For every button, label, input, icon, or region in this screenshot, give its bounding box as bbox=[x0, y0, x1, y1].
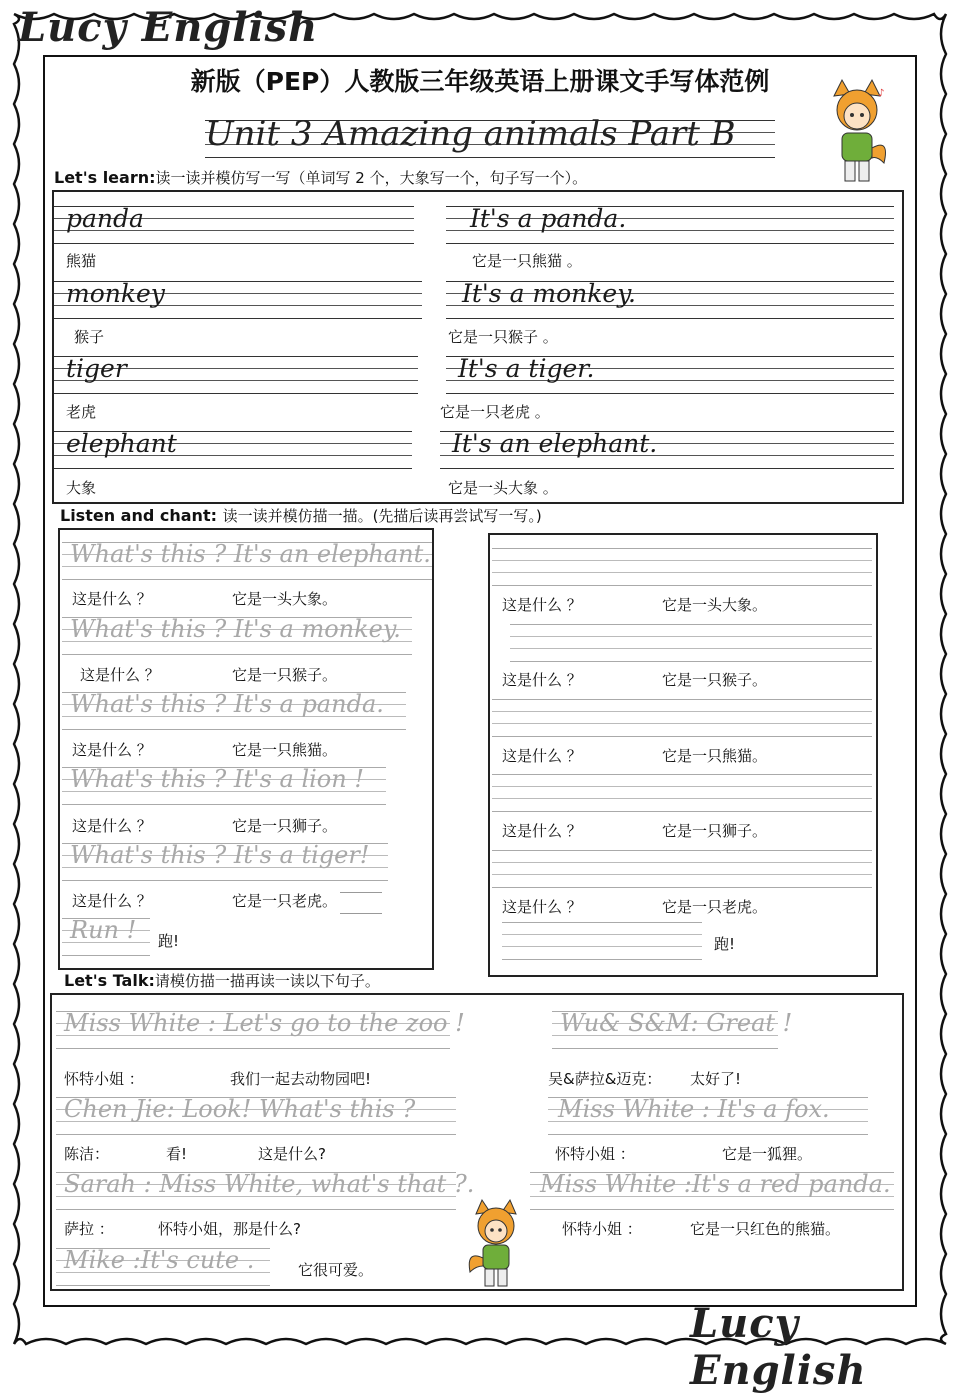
trace-text: What's this ? It's a panda. bbox=[70, 690, 384, 718]
question-cn: 这是什么 ？ bbox=[502, 822, 582, 840]
question-cn: 这是什么 ？ bbox=[72, 817, 152, 835]
trace-text: Sarah : Miss White, what's that ?. bbox=[64, 1170, 475, 1198]
answer-cn: 它是一只熊猫。 bbox=[662, 747, 768, 765]
practice-lines[interactable] bbox=[492, 548, 872, 586]
answer-cn: 它是一头大象。 bbox=[662, 596, 768, 614]
question-cn: 这是什么 ？ bbox=[72, 892, 152, 910]
line-cn: 我们一起去动物园吧! bbox=[230, 1070, 372, 1088]
question-cn: 这是什么 ？ bbox=[502, 671, 582, 689]
practice-lines[interactable] bbox=[492, 699, 872, 737]
line-cn-2: 这是什么? bbox=[258, 1145, 326, 1163]
speaker-cn: 怀特小姐 ： bbox=[555, 1145, 635, 1163]
question-cn: 这是什么 ？ bbox=[80, 666, 160, 684]
fox-boy-mascot-icon bbox=[822, 78, 892, 188]
sentence-text: It's a tiger. bbox=[458, 354, 595, 383]
speaker-cn: 吴&萨拉&迈克： bbox=[548, 1070, 662, 1088]
unit-title: Unit 3 Amazing animals Part B bbox=[205, 114, 736, 154]
answer-cn: 它是一只狮子。 bbox=[662, 822, 768, 840]
sentence-cn: 它是一只熊猫 。 bbox=[472, 252, 582, 270]
trace-text: Miss White :It's a red panda. bbox=[540, 1170, 891, 1198]
answer-cn: 它是一只熊猫。 bbox=[232, 741, 338, 759]
brand-logo-bottom: Lucy English bbox=[690, 1300, 867, 1394]
word-cn: 大象 bbox=[66, 479, 97, 497]
trace-text: What's this ? It's a monkey. bbox=[70, 615, 401, 643]
answer-cn: 它是一只猴子。 bbox=[232, 666, 338, 684]
sentence-text: It's an elephant. bbox=[452, 429, 658, 458]
speaker-cn: 怀特小姐 ： bbox=[562, 1220, 642, 1238]
run-cn: 跑! bbox=[714, 935, 736, 953]
sentence-cn: 它是一只猴子 。 bbox=[448, 328, 558, 346]
line-cn: 它是一只红色的熊猫。 bbox=[690, 1220, 841, 1238]
answer-cn: 它是一只狮子。 bbox=[232, 817, 338, 835]
sentence-text: It's a panda. bbox=[470, 204, 627, 233]
question-cn: 这是什么 ？ bbox=[502, 596, 582, 614]
question-cn: 这是什么 ？ bbox=[502, 898, 582, 916]
run-cn: 跑! bbox=[158, 932, 180, 950]
lets-learn-instruction: 读一读并模仿写一写（单词写 2 个，大象写一个，句子写一个）。 bbox=[155, 169, 588, 187]
trace-text: Mike :It's cute . bbox=[64, 1246, 255, 1274]
trace-text: Miss White : It's a fox. bbox=[558, 1095, 830, 1123]
trace-text: Run ! bbox=[70, 916, 137, 944]
trace-text: Miss White : Let's go to the zoo ! bbox=[64, 1009, 465, 1037]
speaker-cn: 怀特小姐 ： bbox=[64, 1070, 144, 1088]
word-cn: 老虎 bbox=[66, 403, 97, 421]
listen-chant-label: Listen and chant: bbox=[60, 506, 217, 525]
sentence-cn: 它是一只老虎 。 bbox=[440, 403, 550, 421]
speaker-cn: 陈洁： bbox=[64, 1145, 110, 1163]
sentence-cn: 它是一头大象 。 bbox=[448, 479, 558, 497]
trace-text: Wu& S&M: Great ! bbox=[560, 1009, 793, 1037]
fox-boy-mascot-icon bbox=[464, 1198, 528, 1290]
word-cn: 熊猫 bbox=[66, 252, 97, 270]
practice-lines[interactable] bbox=[492, 774, 872, 812]
lets-talk-label: Let's Talk: bbox=[64, 971, 155, 990]
word-text: tiger bbox=[66, 354, 127, 383]
word-cn: 猴子 bbox=[74, 328, 105, 346]
trace-text: What's this ? It's a lion ! bbox=[70, 765, 364, 793]
answer-cn: 它是一只老虎。 bbox=[232, 892, 338, 910]
lets-learn-label: Let's learn: bbox=[54, 168, 156, 187]
question-cn: 这是什么 ？ bbox=[72, 741, 152, 759]
sentence-text: It's a monkey. bbox=[462, 279, 636, 308]
speaker-cn: 萨拉 ： bbox=[64, 1220, 114, 1238]
answer-cn: 它是一只猴子。 bbox=[662, 671, 768, 689]
word-text: elephant bbox=[66, 429, 177, 458]
line-cn: 看! bbox=[166, 1145, 188, 1163]
line-cn: 它是一狐狸。 bbox=[722, 1145, 813, 1163]
line-cn: 怀特小姐，那是什么? bbox=[158, 1220, 301, 1238]
lets-talk-heading bbox=[64, 970, 380, 991]
svg-text:♪: ♪ bbox=[878, 88, 885, 99]
line-cn: 太好了! bbox=[690, 1070, 742, 1088]
question-cn: 这是什么 ？ bbox=[72, 590, 152, 608]
trace-text: What's this ? It's an elephant. bbox=[70, 540, 431, 568]
practice-lines[interactable] bbox=[510, 624, 872, 662]
line-cn: 它很可爱。 bbox=[298, 1261, 374, 1279]
question-cn: 这是什么 ？ bbox=[502, 747, 582, 765]
lets-learn-heading bbox=[54, 167, 587, 188]
trace-text: Chen Jie: Look! What's this ? bbox=[64, 1095, 416, 1123]
answer-cn: 它是一头大象。 bbox=[232, 590, 338, 608]
listen-chant-instruction: 读一读并模仿描一描。(先描后读再尝试写一写。) bbox=[222, 507, 542, 525]
document-title: 新版（PEP）人教版三年级英语上册课文手写体范例 bbox=[190, 67, 770, 96]
lets-talk-instruction: 请模仿描一描再读一读以下句子。 bbox=[154, 972, 380, 990]
word-text: panda bbox=[66, 204, 144, 233]
practice-lines[interactable] bbox=[502, 922, 702, 960]
answer-blank[interactable] bbox=[340, 892, 382, 914]
brand-logo-top: Lucy English bbox=[18, 4, 319, 51]
listen-chant-heading bbox=[60, 505, 542, 526]
practice-lines[interactable] bbox=[492, 850, 872, 888]
trace-text: What's this ? It's a tiger! bbox=[70, 841, 370, 869]
answer-cn: 它是一只老虎。 bbox=[662, 898, 768, 916]
word-text: monkey bbox=[66, 279, 165, 308]
